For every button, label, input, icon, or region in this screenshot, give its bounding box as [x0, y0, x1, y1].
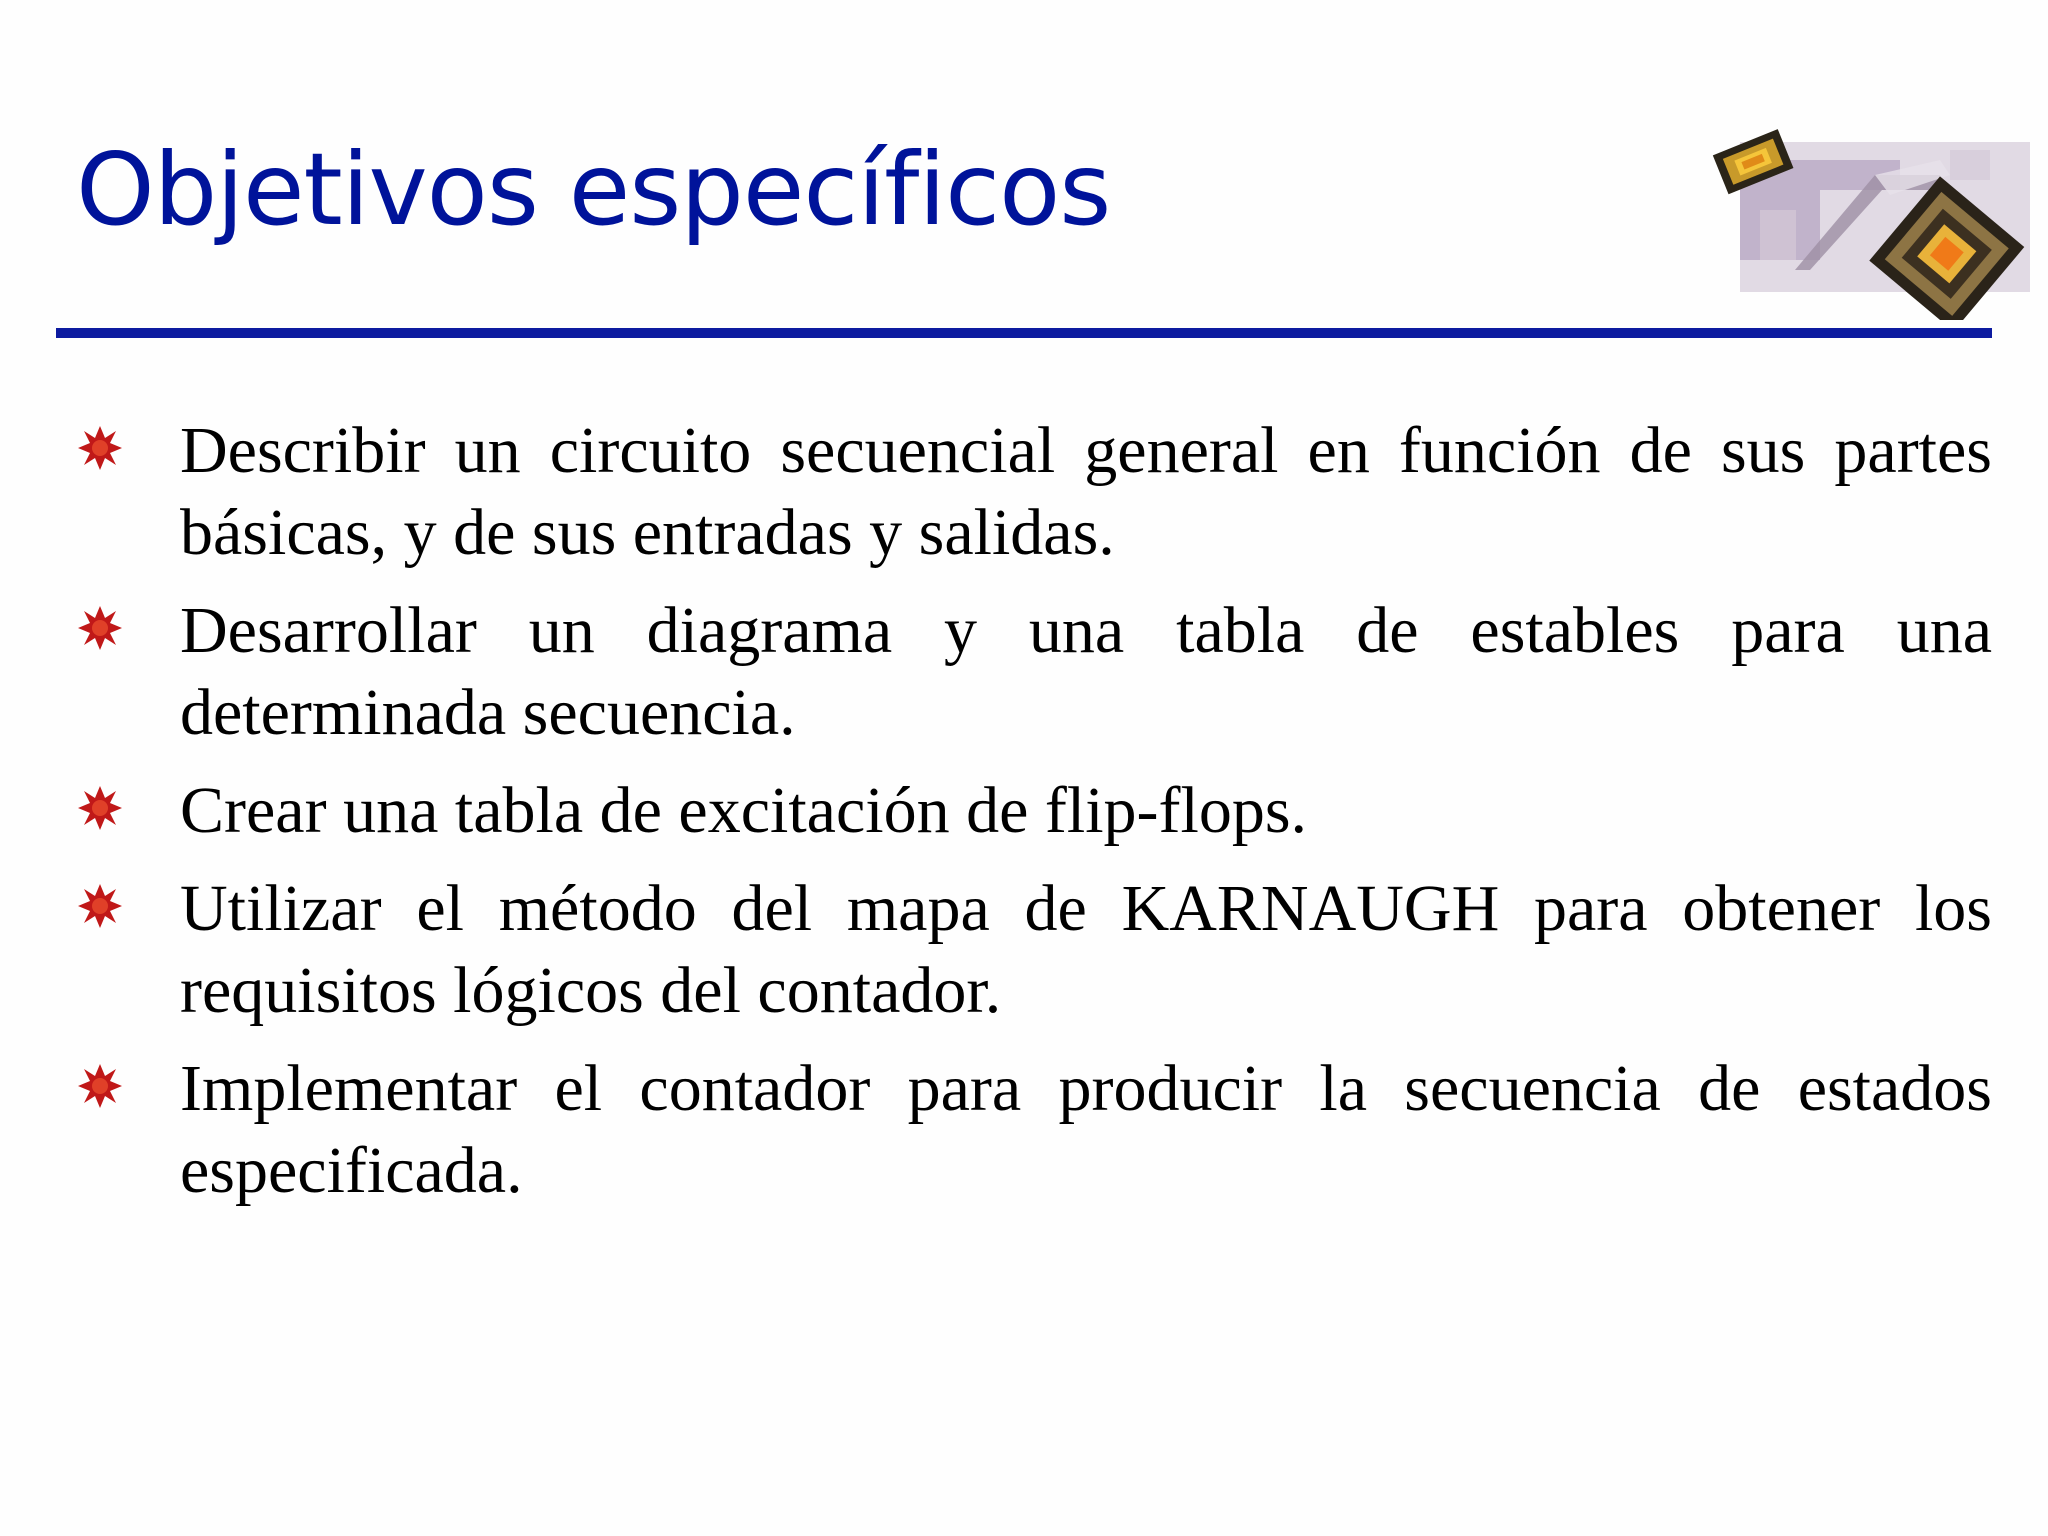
red-starburst-bullet-icon [76, 604, 124, 652]
list-item-text: Utilizar el método del mapa de KARNAUGH para obtener los requisitos lógicos del contador. [180, 872, 1992, 1027]
list-item [76, 590, 1992, 754]
slide-title: Objetivos específicos [76, 131, 1111, 248]
objectives-list [76, 410, 1992, 1228]
list-item-text: Crear una tabla de excitación de flip-flops. [180, 774, 1308, 847]
list-item-text: Desarrollar un diagrama y una tabla de estables para una determinada secuencia. [180, 594, 1992, 749]
list-item [76, 770, 1992, 852]
list-item [76, 410, 1992, 574]
red-starburst-bullet-icon [76, 882, 124, 930]
red-starburst-bullet-icon [76, 784, 124, 832]
microchip-circuit-icon [1700, 120, 2040, 320]
list-item-text: Implementar el contador para producir la secuencia de estados especificada. [180, 1052, 1992, 1207]
red-starburst-bullet-icon [76, 1062, 124, 1110]
list-item [76, 1048, 1992, 1212]
list-item [76, 868, 1992, 1032]
red-starburst-bullet-icon [76, 424, 124, 472]
list-item-text: Describir un circuito secuencial general en función de sus partes básicas, y de sus entradas y salidas. [180, 414, 1992, 569]
title-divider [56, 328, 1992, 338]
